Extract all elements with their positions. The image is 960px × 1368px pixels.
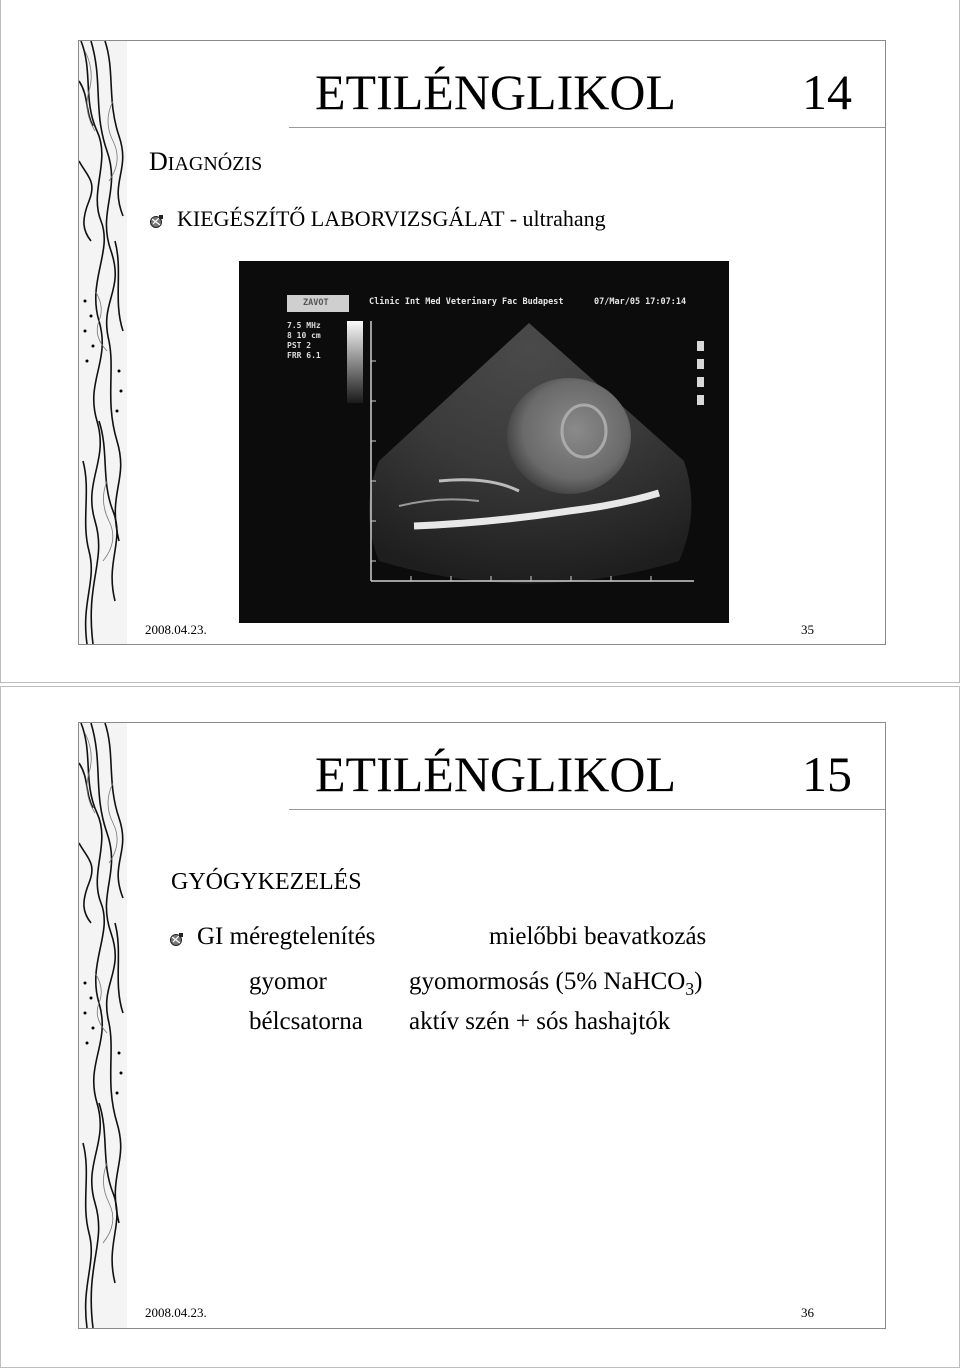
section-initial: D [149,147,168,176]
section-heading [149,147,262,177]
slide-15 [78,722,886,1329]
ultrasound-timestamp: 07/Mar/05 17:07:14 [594,297,687,307]
slide-number: 15 [802,746,852,802]
slide-title: ETILÉNGLIKOL [315,64,676,120]
treatment-row-2-right-main: gyomormosás (5% NaHCO [409,968,686,995]
ultrasound-params [287,321,321,361]
grayscale-bar [347,321,363,403]
title-divider [289,127,885,128]
bullet-text: KIEGÉSZÍTŐ LABORVIZSGÁLAT - ultrahang [177,206,606,231]
ultrasound-param: 7.5 MHz [287,321,321,330]
slide-number: 14 [802,64,852,120]
ultrasound-param: 8 10 cm [287,331,321,340]
depth-marker [697,377,704,387]
footer-page-number: 36 [801,1305,814,1320]
ultrasound-header: Clinic Int Med Veterinary Fac Budapest [369,297,564,307]
bullet-icon [149,213,165,229]
ultrasound-param: FRR 6.1 [287,351,321,360]
handout-page-2 [0,686,960,1368]
ultrasound-param: PST 2 [287,341,312,350]
section-rest: IAGNÓZIS [167,153,263,175]
decorative-pattern-strip [79,723,127,1328]
treatment-row-3-right: aktív szén + sós hashajtók [409,1008,671,1035]
slide-title: ETILÉNGLIKOL [315,746,676,802]
treatment-row-2-left: gyomor [249,968,327,995]
subscript: 3 [685,979,695,1000]
section-heading: GYÓGYKEZELÉS [171,869,362,895]
ultrasound-label-box [287,295,349,312]
depth-marker [697,359,704,369]
footer-date: 2008.04.23. [145,622,207,637]
slide-14 [78,40,886,645]
bullet-icon [169,931,185,947]
ultrasound-scan [239,261,729,623]
decorative-pattern-strip [79,41,127,644]
title-divider [289,809,885,810]
treatment-row-2-right [409,968,702,1000]
ultrasound-image [239,261,729,623]
ultrasound-label: ZAVOT [303,298,329,308]
treatment-row-2-right-close: ) [694,968,703,995]
treatment-row-1-right: mielőbbi beavatkozás [489,923,707,950]
footer-page-number: 35 [801,622,814,637]
footer-date: 2008.04.23. [145,1305,207,1320]
depth-marker [697,395,704,405]
treatment-row-1-left: GI méregtelenítés [197,923,376,950]
depth-marker [697,341,704,351]
handout-page-1 [0,0,960,683]
treatment-row-3-left: bélcsatorna [249,1008,363,1035]
